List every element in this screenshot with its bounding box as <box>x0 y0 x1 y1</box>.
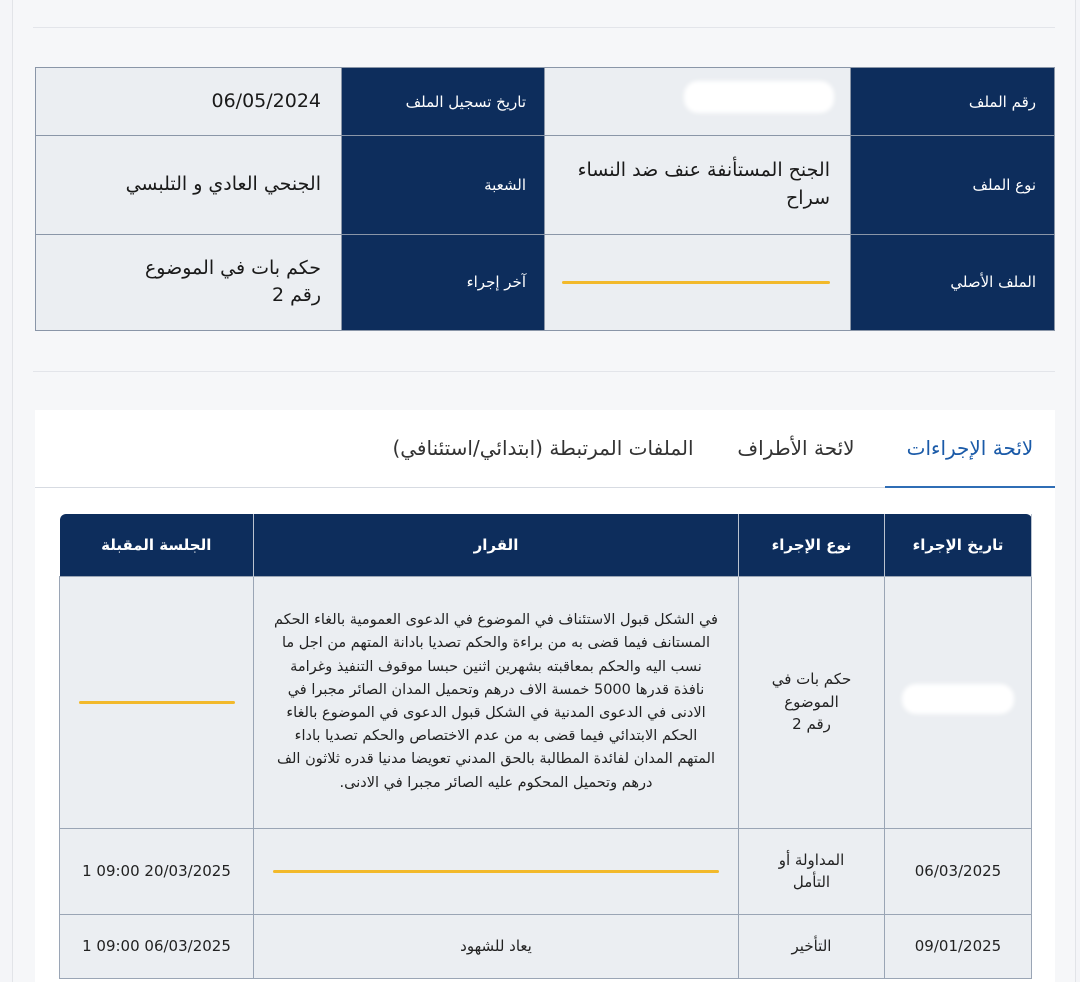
action-date-cell: 06/03/2025 <box>885 828 1032 914</box>
next-session-cell: 1 09:00 20/03/2025 <box>60 828 254 914</box>
header-decision: القرار <box>254 514 739 576</box>
next-session-cell: 1 09:00 06/03/2025 <box>60 914 254 978</box>
last-action-value <box>36 234 342 330</box>
table-row <box>60 914 1032 978</box>
action-type-cell: حكم بات في الموضوع رقم 2 <box>739 576 885 828</box>
original-file-value <box>545 234 851 330</box>
last-action-line1: حكم بات في الموضوع <box>144 256 321 279</box>
decision-cell: في الشكل قبول الاستئناف في الموضوع في الدعوى العمومية بالغاء الحكم المستانف فيما قضى به من براءة والحكم تصديا بادانة المتهم من اجل ما نسب اليه والحكم بمعاقبته بشهرين اثنين حبسا موقوف التنفيذ وغرامة نافذة قدرها 5000 خمسة الاف درهم وتحميل المدان الصائر مجبرا في الادنى في الدعوى المدنية في الشكل قبول الدعوى في الموضوع بالغاء الحكم الابتدائي فيما قضى به من عدم الاختصاص والحكم تصديا باداء المتهم المدان لفائدة المطالبة بالحق المدني تعويضا مدنيا قدره ثلاثون الف درهم وتحميل المحكوم عليه الصائر مجبرا في الادنى. <box>254 576 739 828</box>
decision-cell <box>254 828 739 914</box>
action-date-cell: 09/01/2025 <box>885 914 1032 978</box>
original-file-label: الملف الأصلي <box>851 234 1055 330</box>
tab-related-files[interactable]: الملفات المرتبطة (ابتدائي/استئنافي) <box>392 436 694 460</box>
procedures-card <box>35 410 1055 982</box>
registration-date-value: 06/05/2024 <box>36 68 342 136</box>
file-number-label: رقم الملف <box>851 68 1055 136</box>
branch-value: الجنحي العادي و التلبسي <box>36 136 342 234</box>
table-row <box>60 828 1032 914</box>
header-action-date: تاريخ الإجراء <box>885 514 1032 576</box>
top-section-divider <box>33 0 1055 28</box>
redaction-line <box>562 281 830 284</box>
procedures-table <box>59 514 1032 979</box>
tab-parties-list[interactable]: لائحة الأطراف <box>737 436 855 460</box>
tab-procedures-list[interactable]: لائحة الإجراءات <box>885 410 1055 488</box>
file-type-value: الجنح المستأنفة عنف ضد النساء سراح <box>545 136 851 234</box>
header-action-type: نوع الإجراء <box>739 514 885 576</box>
registration-date-label: تاريخ تسجيل الملف <box>342 68 545 136</box>
action-type-cell: التأخير <box>739 914 885 978</box>
branch-label: الشعبة <box>342 136 545 234</box>
redaction-line <box>79 701 235 704</box>
redaction-line <box>273 870 719 873</box>
last-action-line2: رقم 2 <box>271 284 321 307</box>
file-info-table <box>35 67 1055 331</box>
file-number-value <box>545 68 851 136</box>
next-session-cell <box>60 576 254 828</box>
tab-bar <box>35 410 1055 488</box>
decision-cell: يعاد للشهود <box>254 914 739 978</box>
header-next-session: الجلسة المقبلة <box>60 514 254 576</box>
table-row <box>60 576 1032 828</box>
action-type-cell: المداولة أو التأمل <box>739 828 885 914</box>
action-date-cell <box>885 576 1032 828</box>
page-container <box>12 0 1076 982</box>
last-action-label: آخر إجراء <box>342 234 545 330</box>
section-divider <box>33 332 1055 372</box>
file-type-label: نوع الملف <box>851 136 1055 234</box>
